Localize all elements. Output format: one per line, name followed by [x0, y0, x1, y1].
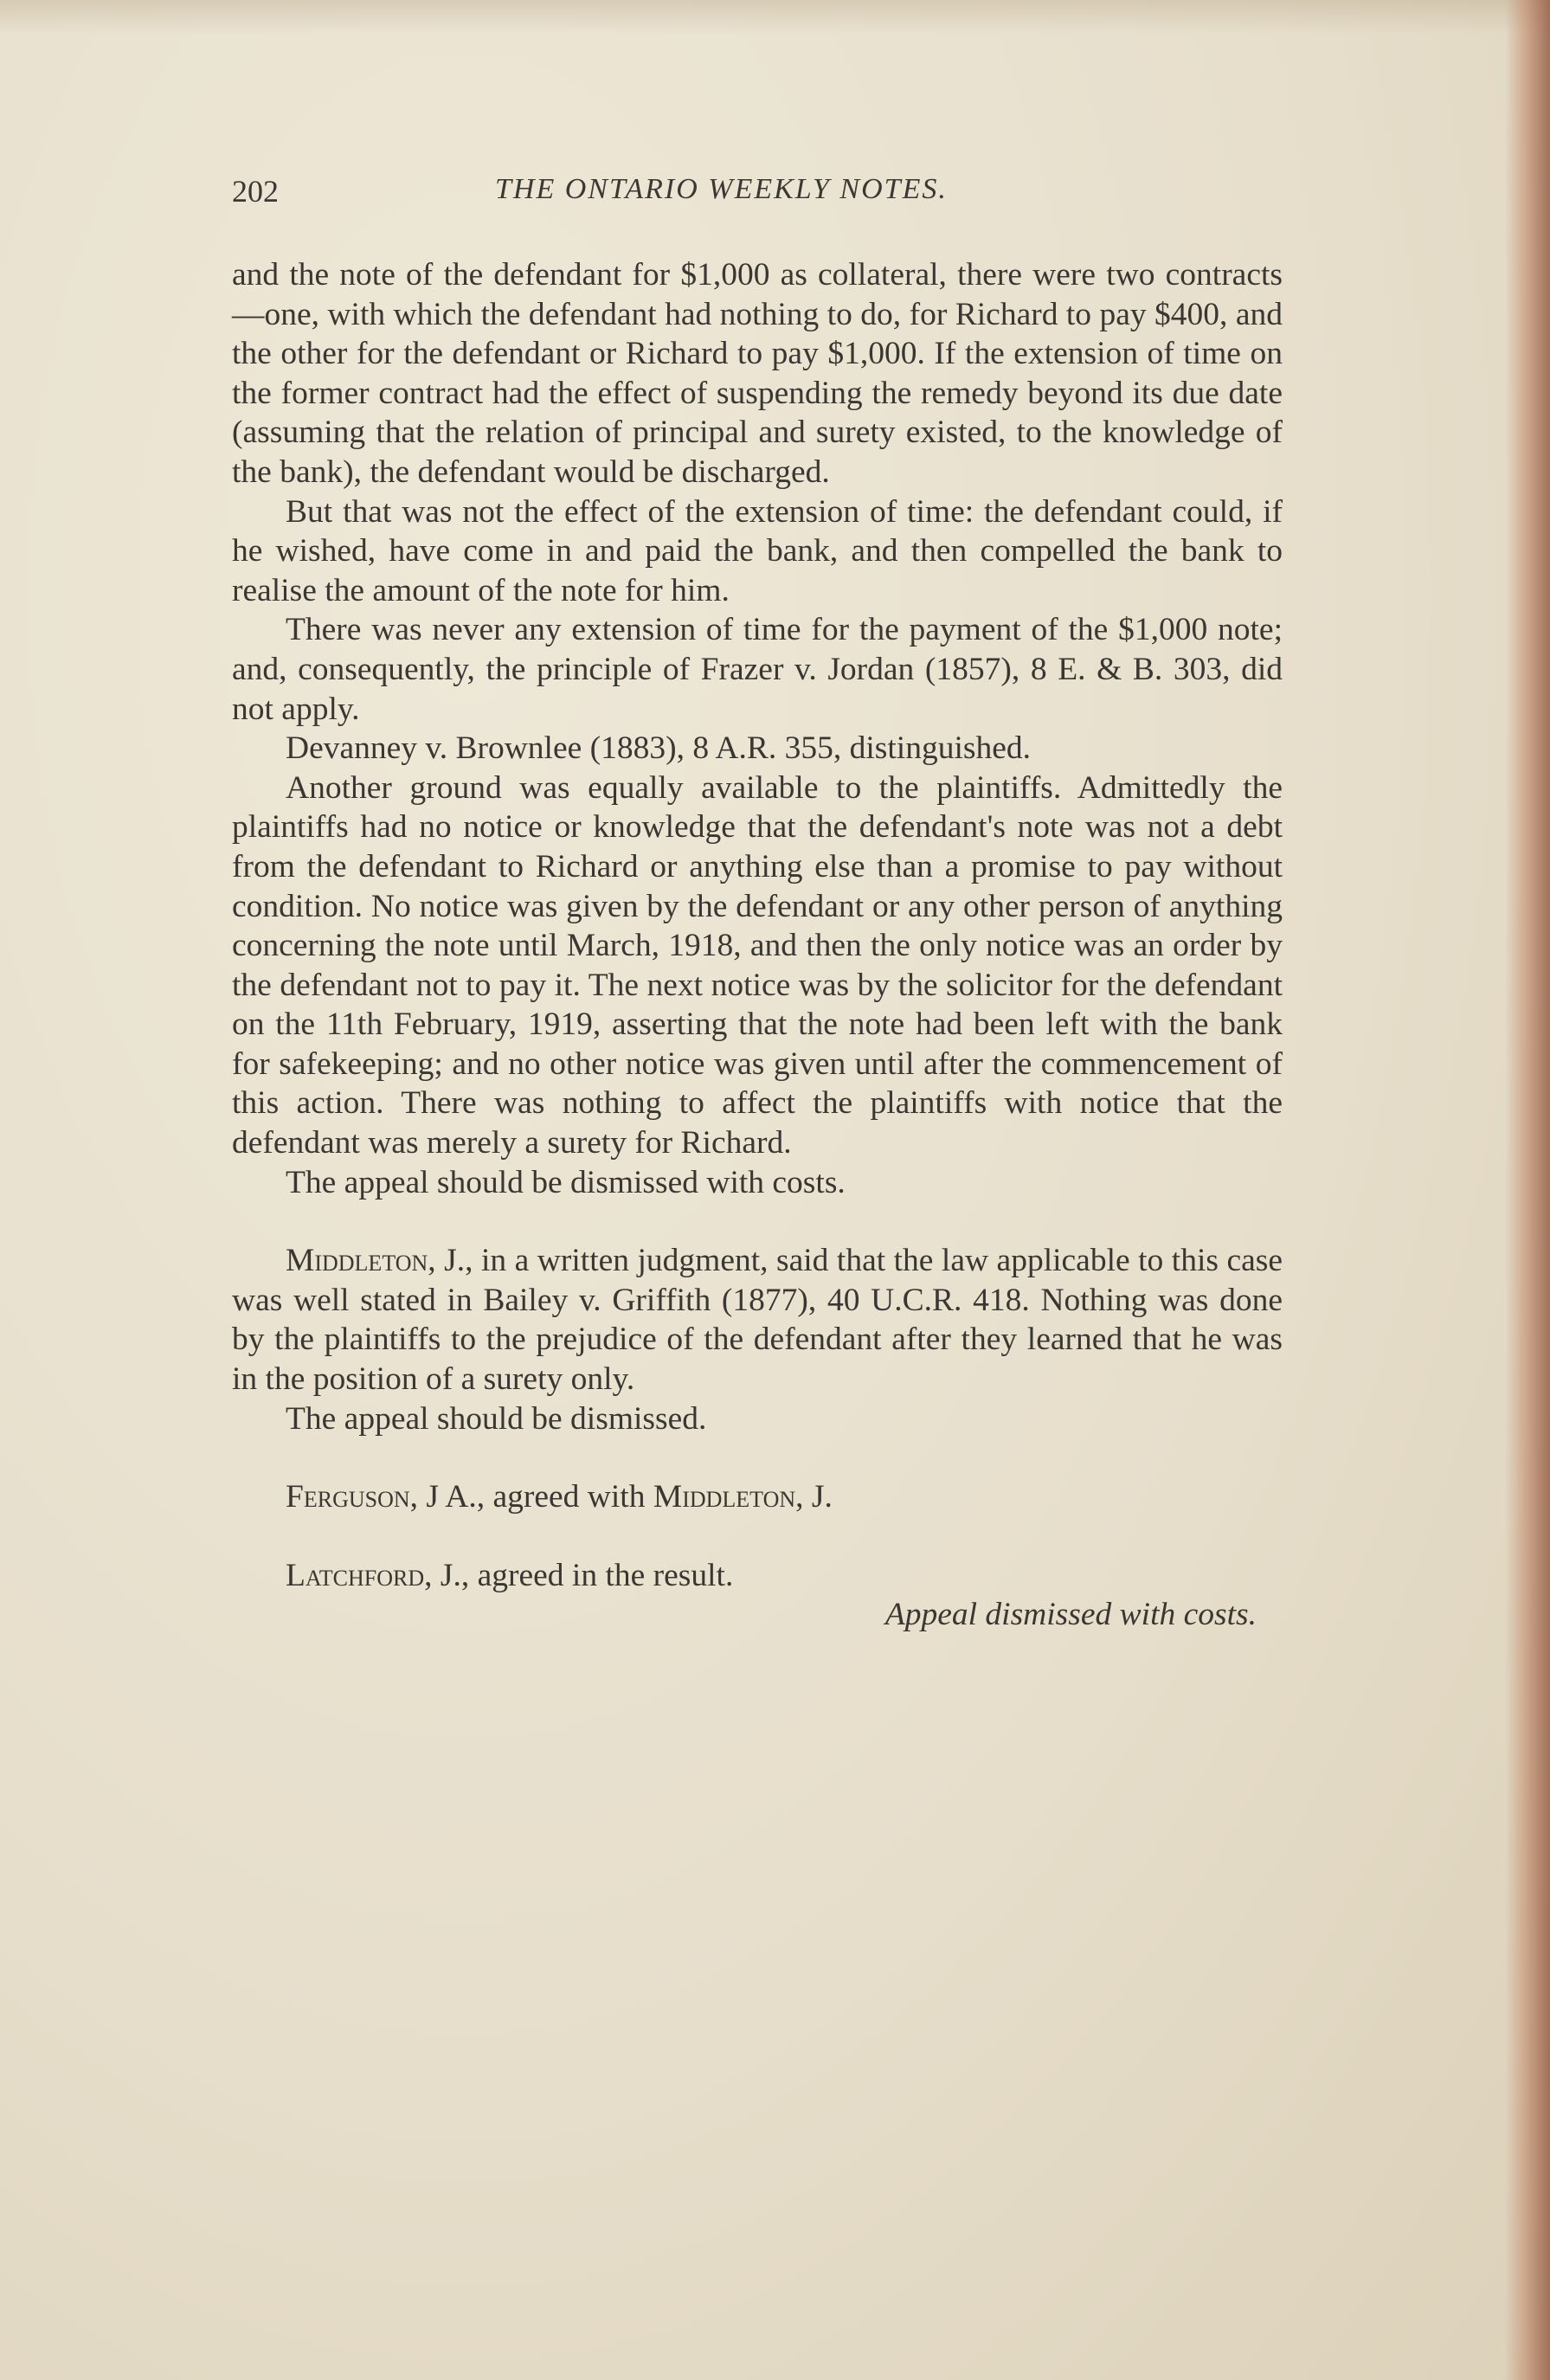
- page-edge-discoloration: [1505, 0, 1550, 2380]
- judge-name-ferguson: Ferguson: [286, 1479, 410, 1515]
- paragraph-ferguson: [232, 1477, 1283, 1517]
- paragraph-4: Devanney v. Brownlee (1883), 8 A.R. 355, distinguished.: [286, 730, 1031, 767]
- ferguson-text-end: , J.: [795, 1479, 833, 1515]
- latchford-text: , J., agreed in the result.: [424, 1557, 734, 1593]
- body-text: [232, 255, 1283, 1635]
- middleton-judgment-text: , J., in a written judgment, said that the law applicable to this case was well stated in Bailey v. Griffith (1877), 40 U.C.R. 418. Nothing was done by the plaintiffs to the prejudice of the defendant after they learned that he was in the position of a surety only.: [232, 1243, 1283, 1398]
- disposition-line: Appeal dismissed with costs.: [884, 1597, 1257, 1633]
- section-gap: [232, 1517, 1283, 1556]
- running-header: [232, 173, 1277, 216]
- judge-name-latchford: Latchford: [286, 1557, 425, 1593]
- ferguson-text: , J A., agreed with: [409, 1479, 653, 1515]
- page-number: 202: [232, 174, 279, 209]
- page-top-shadow: [0, 0, 1550, 35]
- paragraph-2: But that was not the effect of the extension of time: the defendant could, if he wished, have come in and paid the bank, and then compelled the bank to realise the amount of the note for him.: [232, 493, 1283, 608]
- paragraph-middleton-judgment: [232, 1241, 1283, 1399]
- paragraph-3: There was never any extension of time for the payment of the $1,000 note; and, consequently, the principle of Frazer v. Jordan (1857), 8 E. & B. 303, did not apply.: [232, 612, 1283, 727]
- paragraph-1: and the note of the defendant for $1,000 as collateral, there were two contracts—one, with which the defendant had nothing to do, for Richard to pay $400, and the other for the defendant or Richard to pay $1,000. If the extension of time on the former contract had the effect of suspending the remedy beyond its due date (assuming that the relation of principal and surety existed, to the knowledge of the bank), the defendant would be discharged.: [232, 257, 1283, 490]
- paragraph-latchford: [232, 1556, 1283, 1596]
- section-gap: [232, 1202, 1283, 1241]
- paragraph-6: The appeal should be dismissed with costs.: [286, 1164, 846, 1200]
- judge-name-middleton-ref: Middleton: [653, 1479, 796, 1515]
- journal-title: THE ONTARIO WEEKLY NOTES.: [495, 173, 948, 205]
- judge-name-middleton: Middleton: [286, 1243, 428, 1279]
- paragraph-8: The appeal should be dismissed.: [286, 1400, 707, 1437]
- section-gap: [232, 1438, 1283, 1477]
- paragraph-5: Another ground was equally available to the plaintiffs. Admittedly the plaintiffs had no notice or knowledge that the defendant's note was not a debt from the defendant to Richard or anything else than a promise to pay without condition. No notice was given by the defendant or any other person of anything concerning the note until March, 1918, and then the only notice was an order by the defendant not to pay it. The next notice was by the solicitor for the defendant on the 11th February, 1919, asserting that the note had been left with the bank for safekeeping; and no other notice was given until after the commencement of this action. There was nothing to affect the plaintiffs with notice that the defendant was merely a surety for Richard.: [232, 769, 1283, 1161]
